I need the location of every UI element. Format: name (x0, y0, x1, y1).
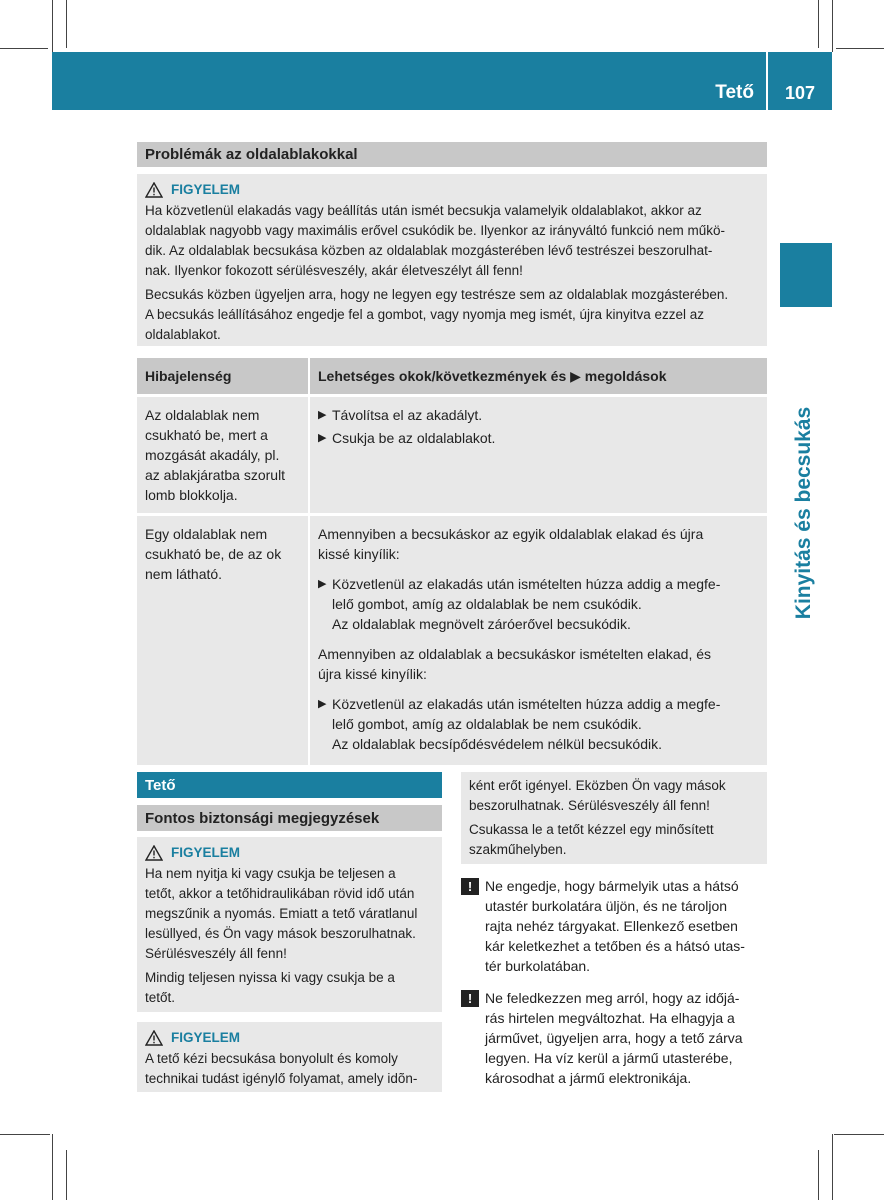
step-item: ▶ Csukja be az oldalablakot. (318, 430, 496, 446)
troubleshooting-table (137, 358, 767, 765)
symptom-cell: Az oldalablak nem csukható be, mert a mozgását akadály, pl. az ablakjáratba szorult lomb blokkolja. (137, 396, 309, 515)
crop-mark (832, 0, 833, 52)
page-number: 107 (784, 83, 816, 103)
table-row (137, 515, 767, 766)
note-text: Ne feledkezzen meg arról, hogy az időjá- rás hirtelen megváltozhat. Ha elhagyja a járművet, ügyeljen arra, hogy a tető zárva legyen. Ha víz kerül a jármű utasterébe, károsodhat a jármű elektronikája. (485, 990, 743, 1086)
crop-mark (836, 48, 884, 49)
warning-triangle-icon (145, 1030, 163, 1046)
note-item (461, 876, 771, 976)
solution-cell (309, 396, 767, 515)
warning-title: FIGYELEM (145, 1028, 434, 1048)
page-header (52, 52, 766, 110)
subsection-heading: Fontos biztonsági megjegyzések (137, 805, 442, 831)
solution-cell (309, 515, 767, 766)
crop-mark (832, 1134, 833, 1200)
table-header-row (137, 358, 767, 396)
warning-triangle-icon (145, 182, 163, 198)
chapter-tab (780, 243, 832, 307)
section-heading-text: Problémák az oldalablakokkal (145, 146, 358, 163)
warning-text: ként erőt igényel. Eközben Ön vagy mások beszorulhatnak. Sérülésveszély áll fenn! (469, 778, 726, 813)
warning-box-continued (461, 772, 767, 864)
step-item: ▶ Közvetlenül az elakadás után ismételten húzza addig a megfe- lelő gombot, amíg az oldalablak be nem csukódik. Az oldalablak becsípődésvédelem nélkül becsukódik. (318, 696, 721, 752)
warning-text: Csukassa le a tetőt kézzel egy minősített szakműhelyben. (469, 822, 714, 857)
section-heading: Tető (137, 772, 442, 798)
warning-text: Ha közvetlenül elakadás vagy beállítás után ismét becsukja valamelyik oldalablakot, akkor az oldalablak nagyobb vagy maximális erővel csukódik be. Ilyenkor az irányváltó funkció nem műkö- dik. Az oldalablak becsukása közben az oldalablak mozgásterében lévő testrészei beszorulhat- nak. Ilyenkor fokozott sérülésveszély, akár életveszélyt áll fenn! (145, 203, 726, 278)
step-arrow-icon: ▶ (318, 578, 327, 590)
step-item: ▶ Közvetlenül az elakadás után ismételten húzza addig a megfe- lelő gombot, amíg az oldalablak be nem csukódik. Az oldalablak megnövelt záróerővel becsukódik. (318, 576, 721, 632)
crop-mark (818, 0, 819, 48)
column-header: Hibajelenség (137, 358, 309, 396)
warning-title: FIGYELEM (145, 843, 434, 863)
warning-text: Becsukás közben ügyeljen arra, hogy ne legyen egy testrésze sem az oldalablak mozgásterében. A becsukás leállításához engedje fel a gombot, vagy nyomja meg ismét, újra kinyitva ezzel az oldalablakot. (145, 287, 729, 342)
step-arrow-icon: ▶ (318, 432, 327, 444)
section-heading (137, 142, 767, 167)
crop-mark (52, 1134, 53, 1200)
warning-text: Mindig teljesen nyissa ki vagy csukja be a tetőt. (145, 970, 395, 1005)
symptom-cell: Egy oldalablak nem csukható be, de az ok nem látható. (137, 515, 309, 766)
exclamation-icon: ! (461, 990, 479, 1007)
warning-title: FIGYELEM (145, 180, 759, 200)
warning-box (137, 1022, 442, 1092)
note-item (461, 988, 771, 1088)
page-title: Tető (715, 82, 754, 103)
step-arrow-icon: ▶ (318, 698, 327, 710)
chapter-label: Kinyitás és becsukás (792, 406, 815, 620)
warning-text: A tető kézi becsukása bonyolult és komoly technikai tudást igénylő folyamat, amely idõn- (145, 1051, 418, 1086)
crop-mark (66, 1150, 67, 1200)
note-list (461, 868, 771, 1088)
crop-mark (66, 0, 67, 48)
warning-triangle-icon (145, 845, 163, 861)
column-header: Lehetséges okok/következmények és ▶ megoldások (309, 358, 767, 396)
crop-mark (52, 0, 53, 52)
crop-mark (834, 1134, 884, 1135)
exclamation-icon: ! (461, 878, 479, 895)
warning-text: Ha nem nyitja ki vagy csukja be teljesen a tetőt, akkor a tetőhidraulikában rövid idő után megszűnik a nyomás. Emiatt a tető váratlanul lesüllyed, és Ön vagy mások beszorulhatnak. Sérülésveszély áll fenn! (145, 866, 418, 961)
crop-mark (0, 1134, 50, 1135)
warning-box (137, 174, 767, 346)
step-item: ▶ Távolítsa el az akadályt. (318, 407, 483, 423)
table-row (137, 396, 767, 515)
step-arrow-icon: ▶ (318, 409, 327, 421)
crop-mark (818, 1150, 819, 1200)
solution-intro: Amennyiben a becsukáskor az egyik oldalablak elakad és újra kissé kinyílik: (318, 526, 704, 562)
page-number-box (768, 52, 832, 110)
warning-box (137, 837, 442, 1012)
crop-mark (0, 48, 48, 49)
solution-intro: Amennyiben az oldalablak a becsukáskor ismételten elakad, és újra kissé kinyílik: (318, 646, 712, 682)
note-text: Ne engedje, hogy bármelyik utas a hátsó utastér burkolatára üljön, és ne tároljon rajta nehéz tárgyakat. Ellenkező esetben kár keletkezhet a tetőben és a hátsó utas- tér burkolatában. (485, 878, 745, 974)
